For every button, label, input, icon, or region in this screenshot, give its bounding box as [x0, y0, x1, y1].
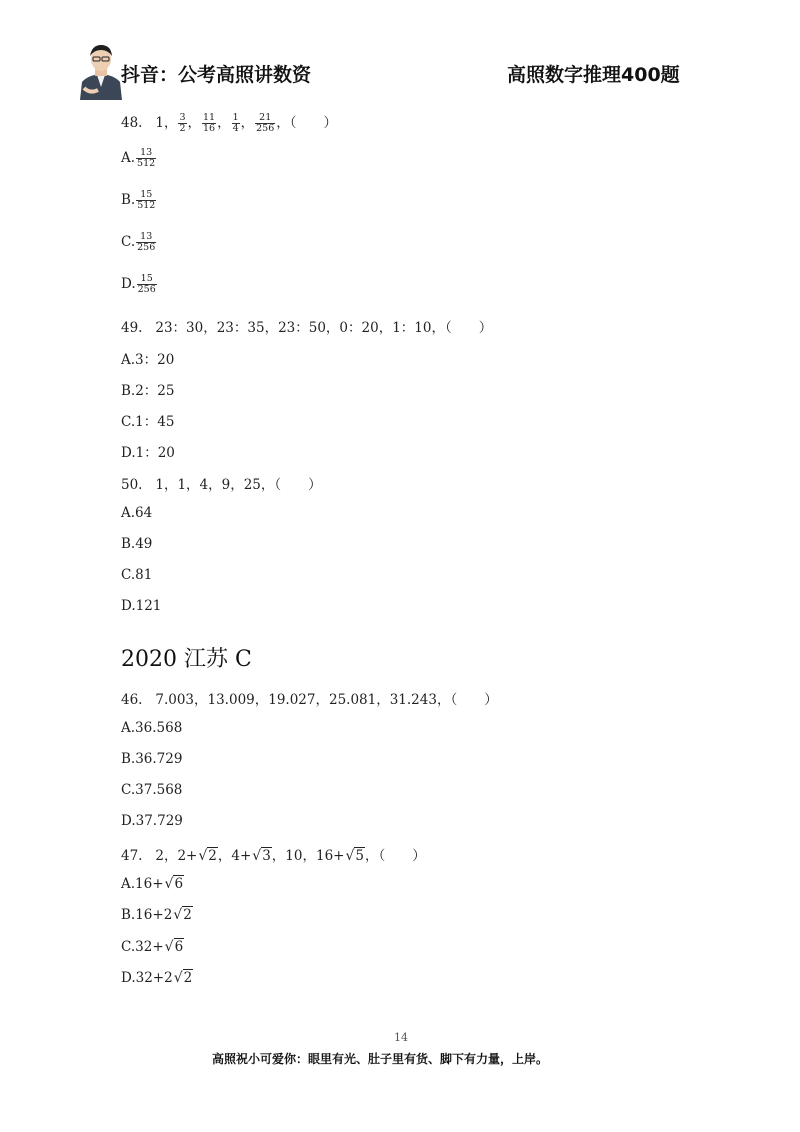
square-root [165, 939, 185, 955]
section-heading: 2020 江苏 C [121, 647, 252, 672]
numerator: 3 [179, 112, 186, 123]
question-number: 49. [121, 320, 143, 336]
radical-sign: √ [198, 848, 208, 864]
person-photo-icon [78, 42, 124, 100]
question-number: 50. [121, 477, 143, 493]
option-c [121, 232, 157, 253]
option-label: D. [121, 276, 136, 292]
radical-sign: √ [252, 848, 262, 864]
denominator: 256 [137, 284, 156, 295]
radical-sign: √ [164, 876, 174, 892]
question-stem: 1，1，4，9，25，（ ） [155, 477, 322, 493]
stem-text: 2，2+ [155, 848, 198, 864]
stem-text: ，（ ） [364, 848, 426, 864]
radicand: 2 [208, 848, 217, 864]
option-label: C.32+ [121, 939, 164, 955]
fraction [136, 232, 156, 253]
fraction [202, 113, 216, 134]
denominator: 256 [256, 123, 275, 134]
option-label: A. [121, 150, 136, 166]
header-right-title: 高照数字推理400题 [507, 64, 680, 86]
square-root [173, 907, 193, 923]
stem-text: ， [217, 115, 231, 131]
page-number: 14 [394, 1031, 408, 1044]
option-a: A.36.568 [121, 720, 183, 736]
radical-sign: √ [173, 970, 183, 986]
square-root [252, 848, 272, 864]
radical-sign: √ [173, 907, 183, 923]
option-d [121, 274, 158, 295]
stem-text: ，10，16+ [271, 848, 345, 864]
option-c: C.81 [121, 567, 153, 583]
fraction [255, 113, 275, 134]
option-label: B.16+2 [121, 907, 173, 923]
radicand: 6 [174, 876, 184, 892]
stem-text: ， [240, 115, 255, 131]
numerator: 11 [203, 112, 216, 123]
numerator: 21 [255, 113, 275, 124]
square-root [174, 970, 194, 986]
question-stem [155, 112, 338, 134]
author-avatar [78, 42, 124, 100]
numerator: 13 [136, 232, 156, 243]
question-number: 48. [121, 115, 143, 131]
question-number: 46. [121, 692, 143, 708]
stem-text: ， [187, 115, 201, 131]
radicand: 2 [183, 970, 193, 986]
option-a [121, 876, 184, 892]
square-root [165, 876, 185, 892]
radicand: 3 [262, 848, 271, 864]
square-root [345, 848, 365, 864]
option-c: C.1：45 [121, 414, 175, 430]
numerator: 15 [137, 274, 157, 285]
denominator: 4 [232, 123, 239, 134]
square-root [198, 848, 218, 864]
option-b: B.36.729 [121, 751, 183, 767]
option-d: D.121 [121, 598, 162, 614]
denominator: 16 [203, 123, 216, 134]
denominator: 2 [179, 123, 186, 134]
question-stem: 23：30，23：35，23：50，0：20，1：10，（ ） [155, 320, 493, 336]
question-46 [121, 688, 498, 708]
radical-sign: √ [345, 848, 355, 864]
option-b: B.49 [121, 536, 153, 552]
numerator: 13 [136, 148, 156, 159]
option-label: D.32+2 [121, 970, 173, 986]
footer-slogan: 高照祝小可爱你：眼里有光、肚子里有货、脚下有力量，上岸。 [212, 1052, 549, 1066]
option-d [121, 970, 193, 986]
question-stem: 7.003，13.009，19.027，25.081，31.243，（ ） [155, 692, 498, 708]
option-a: A.3：20 [121, 352, 175, 368]
option-b [121, 190, 157, 211]
radicand: 5 [355, 848, 364, 864]
fraction [232, 113, 240, 134]
option-label: C. [121, 234, 136, 250]
fraction [178, 113, 186, 134]
option-c: C.37.568 [121, 782, 183, 798]
option-b: B.2：25 [121, 383, 175, 399]
question-48 [121, 111, 337, 134]
denominator: 512 [137, 200, 156, 211]
question-49 [121, 316, 492, 336]
denominator: 512 [137, 158, 156, 169]
stem-text: 1， [155, 115, 178, 131]
numerator: 1 [232, 112, 239, 123]
header-left-title: 抖音：公考高照讲数资 [121, 64, 312, 86]
stem-text: ，4+ [217, 848, 252, 864]
question-50 [121, 473, 322, 493]
question-number: 47. [121, 848, 143, 864]
question-47 [121, 844, 426, 864]
fraction [136, 148, 156, 169]
option-b [121, 907, 193, 923]
stem-text: ，（ ） [276, 115, 338, 131]
question-stem [155, 848, 425, 864]
option-c [121, 939, 184, 955]
fraction [136, 190, 156, 211]
option-a: A.64 [121, 505, 153, 521]
radical-sign: √ [164, 939, 174, 955]
numerator: 15 [136, 190, 156, 201]
radicand: 2 [183, 907, 192, 923]
option-d: D.1：20 [121, 445, 175, 461]
fraction [137, 274, 157, 295]
option-a [121, 148, 157, 169]
radicand: 6 [174, 939, 184, 955]
option-label: B. [121, 192, 136, 208]
option-d: D.37.729 [121, 813, 183, 829]
denominator: 256 [137, 242, 156, 253]
option-label: A.16+ [121, 876, 164, 892]
